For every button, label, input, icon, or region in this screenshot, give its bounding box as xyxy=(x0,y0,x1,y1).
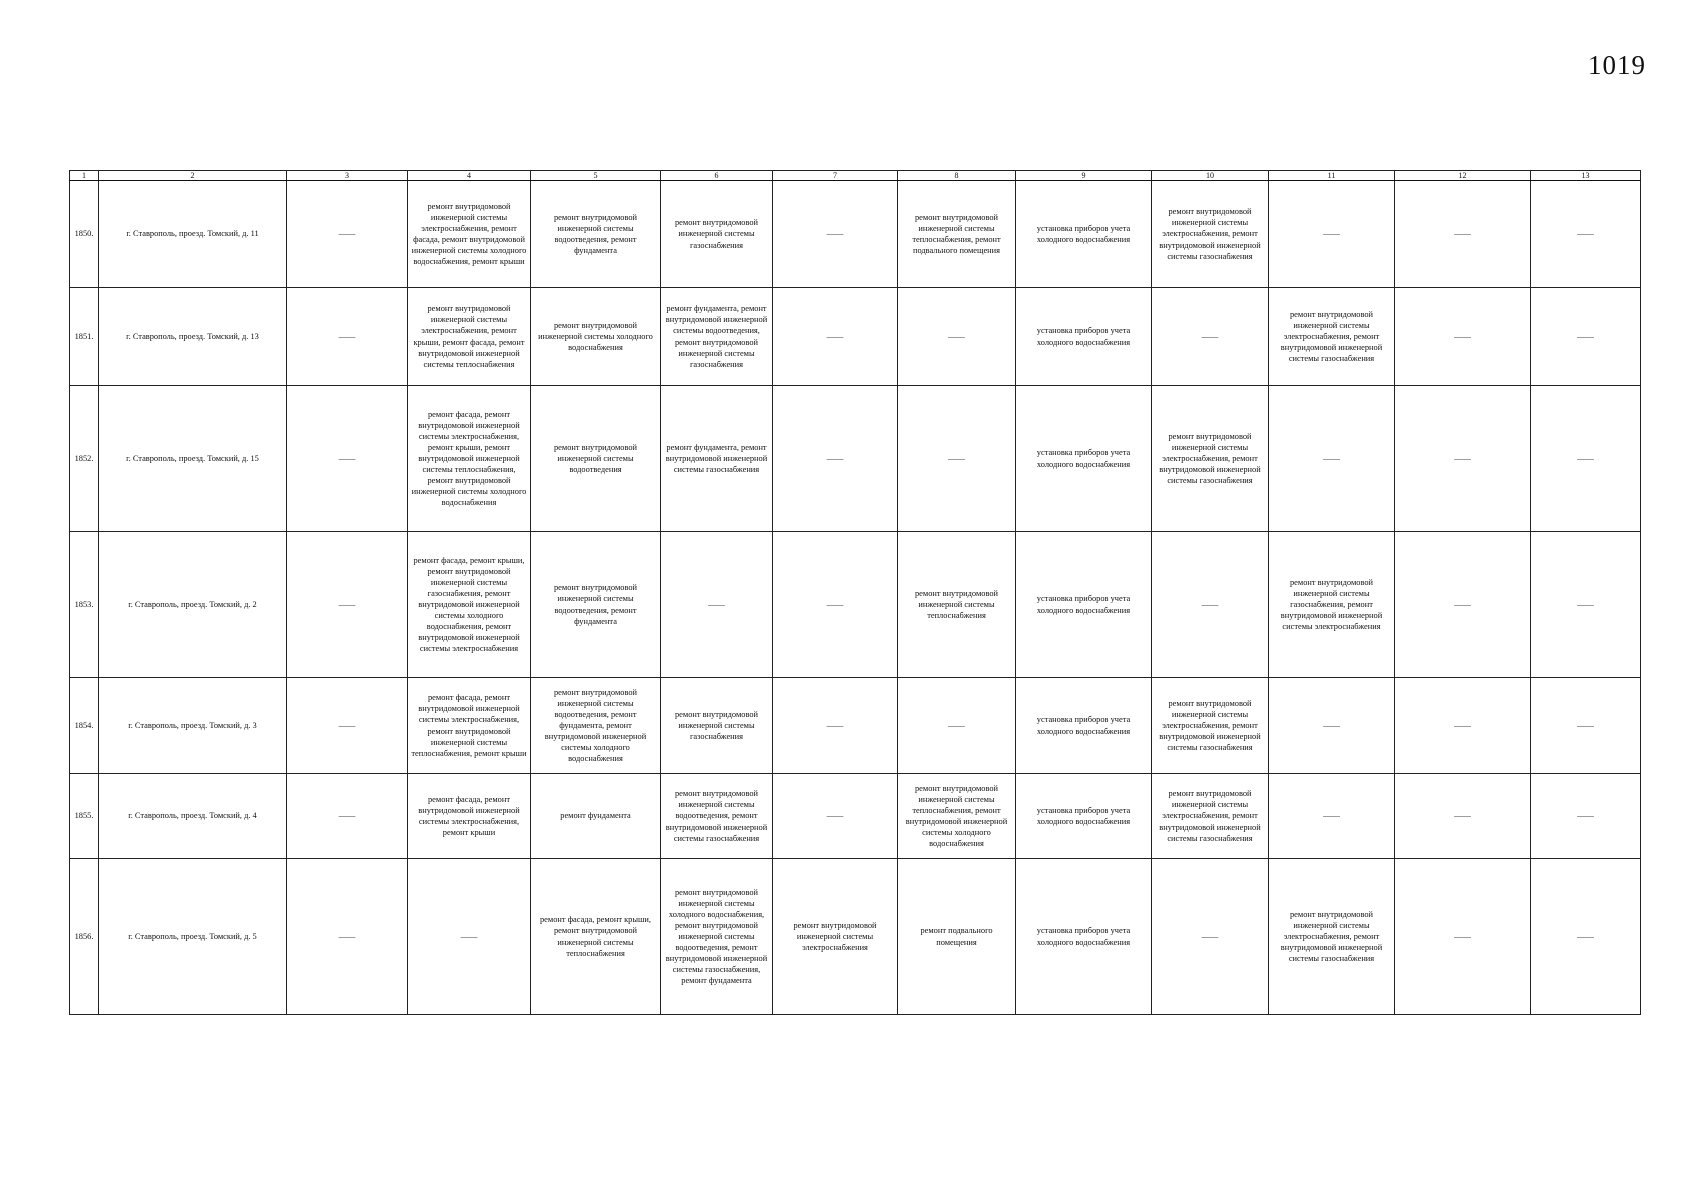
row-number: 1854. xyxy=(70,678,99,774)
address-cell: г. Ставрополь, проезд. Томский, д. 3 xyxy=(99,678,287,774)
table-row xyxy=(70,678,1641,774)
empty-dash: —— xyxy=(1531,181,1641,288)
work-cell: ремонт подвального помещения xyxy=(898,859,1016,1015)
work-cell: установка приборов учета холодного водоснабжения xyxy=(1016,859,1152,1015)
empty-dash: —— xyxy=(287,532,408,678)
empty-dash: —— xyxy=(1269,678,1395,774)
empty-dash: —— xyxy=(287,678,408,774)
work-cell: ремонт фасада, ремонт крыши, ремонт внутридомовой инженерной системы теплоснабжения xyxy=(531,859,661,1015)
address-cell: г. Ставрополь, проезд. Томский, д. 2 xyxy=(99,532,287,678)
row-number: 1852. xyxy=(70,386,99,532)
empty-dash: —— xyxy=(773,774,898,859)
empty-dash: —— xyxy=(1269,774,1395,859)
empty-dash: —— xyxy=(1395,386,1531,532)
work-cell: ремонт внутридомовой инженерной системы газоснабжения xyxy=(661,181,773,288)
empty-dash: —— xyxy=(287,386,408,532)
empty-dash: —— xyxy=(1395,532,1531,678)
work-cell: ремонт внутридомовой инженерной системы электроснабжения, ремонт фасада, ремонт внутридомовой инженерной системы холодного водоснабжения, ремонт крыши xyxy=(408,181,531,288)
work-cell: ремонт внутридомовой инженерной системы водоотведения xyxy=(531,386,661,532)
empty-dash: —— xyxy=(1395,678,1531,774)
empty-dash: —— xyxy=(1269,181,1395,288)
empty-dash: —— xyxy=(1269,386,1395,532)
work-cell: ремонт внутридомовой инженерной системы электроснабжения, ремонт внутридомовой инженерной системы газоснабжения xyxy=(1269,859,1395,1015)
column-header: 1 xyxy=(70,171,99,181)
repair-plan-table xyxy=(69,170,1641,1015)
work-cell: ремонт внутридомовой инженерной системы теплоснабжения, ремонт внутридомовой инженерной системы холодного водоснабжения xyxy=(898,774,1016,859)
empty-dash: —— xyxy=(1531,532,1641,678)
empty-dash: —— xyxy=(408,859,531,1015)
work-cell: ремонт внутридомовой инженерной системы электроснабжения, ремонт крыши, ремонт фасада, ремонт внутридомовой инженерной системы теплоснабжения xyxy=(408,288,531,386)
address-cell: г. Ставрополь, проезд. Томский, д. 15 xyxy=(99,386,287,532)
empty-dash: —— xyxy=(661,532,773,678)
column-header: 7 xyxy=(773,171,898,181)
row-number: 1850. xyxy=(70,181,99,288)
work-cell: ремонт внутридомовой инженерной системы водоотведения, ремонт фундамента xyxy=(531,532,661,678)
empty-dash: —— xyxy=(1531,386,1641,532)
empty-dash: —— xyxy=(773,678,898,774)
column-header: 5 xyxy=(531,171,661,181)
empty-dash: —— xyxy=(287,181,408,288)
work-cell: ремонт фундамента, ремонт внутридомовой инженерной системы газоснабжения xyxy=(661,386,773,532)
work-cell: ремонт фасада, ремонт внутридомовой инженерной системы электроснабжения, ремонт крыши, ремонт внутридомовой инженерной системы теплоснабжения, ремонт внутридомовой инженерной системы холодного водоснабжения xyxy=(408,386,531,532)
work-cell: ремонт внутридомовой инженерной системы газоснабжения xyxy=(661,678,773,774)
empty-dash: —— xyxy=(773,288,898,386)
work-cell: ремонт внутридомовой инженерной системы водоотведения, ремонт внутридомовой инженерной системы газоснабжения xyxy=(661,774,773,859)
column-header: 3 xyxy=(287,171,408,181)
page-number: 1019 xyxy=(1588,50,1646,80)
table-row xyxy=(70,532,1641,678)
row-number: 1855. xyxy=(70,774,99,859)
column-header: 9 xyxy=(1016,171,1152,181)
work-cell: ремонт внутридомовой инженерной системы теплоснабжения, ремонт подвального помещения xyxy=(898,181,1016,288)
work-cell: ремонт внутридомовой инженерной системы электроснабжения, ремонт внутридомовой инженерной системы газоснабжения xyxy=(1152,181,1269,288)
empty-dash: —— xyxy=(773,386,898,532)
empty-dash: —— xyxy=(1395,774,1531,859)
work-cell: установка приборов учета холодного водоснабжения xyxy=(1016,386,1152,532)
column-header: 12 xyxy=(1395,171,1531,181)
work-cell: ремонт фасада, ремонт внутридомовой инженерной системы электроснабжения, ремонт внутридомовой инженерной системы теплоснабжения, ремонт крыши xyxy=(408,678,531,774)
column-header: 8 xyxy=(898,171,1016,181)
empty-dash: —— xyxy=(287,288,408,386)
empty-dash: —— xyxy=(1395,288,1531,386)
work-cell: ремонт фундамента, ремонт внутридомовой инженерной системы водоотведения, ремонт внутридомовой инженерной системы газоснабжения xyxy=(661,288,773,386)
column-header: 10 xyxy=(1152,171,1269,181)
repair-plan-table-container xyxy=(69,170,1641,1015)
work-cell: ремонт фасада, ремонт внутридомовой инженерной системы электроснабжения, ремонт крыши xyxy=(408,774,531,859)
address-cell: г. Ставрополь, проезд. Томский, д. 11 xyxy=(99,181,287,288)
column-number-row xyxy=(70,171,1641,181)
work-cell: ремонт внутридомовой инженерной системы газоснабжения, ремонт внутридомовой инженерной системы электроснабжения xyxy=(1269,532,1395,678)
row-number: 1851. xyxy=(70,288,99,386)
empty-dash: —— xyxy=(1395,181,1531,288)
column-header: 13 xyxy=(1531,171,1641,181)
column-header: 11 xyxy=(1269,171,1395,181)
empty-dash: —— xyxy=(898,678,1016,774)
address-cell: г. Ставрополь, проезд. Томский, д. 5 xyxy=(99,859,287,1015)
column-header: 2 xyxy=(99,171,287,181)
table-row xyxy=(70,386,1641,532)
work-cell: ремонт фундамента xyxy=(531,774,661,859)
empty-dash: —— xyxy=(1531,678,1641,774)
work-cell: ремонт внутридомовой инженерной системы водоотведения, ремонт фундамента, ремонт внутридомовой инженерной системы холодного водоснабжения xyxy=(531,678,661,774)
empty-dash: —— xyxy=(1531,774,1641,859)
empty-dash: —— xyxy=(898,386,1016,532)
work-cell: ремонт внутридомовой инженерной системы электроснабжения, ремонт внутридомовой инженерной системы газоснабжения xyxy=(1152,774,1269,859)
empty-dash: —— xyxy=(1395,859,1531,1015)
address-cell: г. Ставрополь, проезд. Томский, д. 13 xyxy=(99,288,287,386)
work-cell: установка приборов учета холодного водоснабжения xyxy=(1016,678,1152,774)
empty-dash: —— xyxy=(287,859,408,1015)
column-header: 4 xyxy=(408,171,531,181)
work-cell: ремонт внутридомовой инженерной системы холодного водоснабжения xyxy=(531,288,661,386)
table-row xyxy=(70,288,1641,386)
work-cell: ремонт фасада, ремонт крыши, ремонт внутридомовой инженерной системы газоснабжения, ремонт внутридомовой инженерной системы холодного водоснабжения, ремонт внутридомовой инженерной системы электроснабжения xyxy=(408,532,531,678)
work-cell: установка приборов учета холодного водоснабжения xyxy=(1016,532,1152,678)
work-cell: ремонт внутридомовой инженерной системы холодного водоснабжения, ремонт внутридомовой инженерной системы водоотведения, ремонт внутридомовой инженерной системы газоснабжения, ремонт фундамента xyxy=(661,859,773,1015)
empty-dash: —— xyxy=(1531,288,1641,386)
work-cell: установка приборов учета холодного водоснабжения xyxy=(1016,181,1152,288)
empty-dash: —— xyxy=(1152,859,1269,1015)
work-cell: установка приборов учета холодного водоснабжения xyxy=(1016,288,1152,386)
empty-dash: —— xyxy=(773,181,898,288)
work-cell: ремонт внутридомовой инженерной системы электроснабжения, ремонт внутридомовой инженерной системы газоснабжения xyxy=(1152,678,1269,774)
table-row xyxy=(70,181,1641,288)
empty-dash: —— xyxy=(1531,859,1641,1015)
empty-dash: —— xyxy=(898,288,1016,386)
empty-dash: —— xyxy=(773,532,898,678)
work-cell: ремонт внутридомовой инженерной системы электроснабжения, ремонт внутридомовой инженерной системы газоснабжения xyxy=(1269,288,1395,386)
row-number: 1856. xyxy=(70,859,99,1015)
work-cell: ремонт внутридомовой инженерной системы электроснабжения xyxy=(773,859,898,1015)
table-row xyxy=(70,859,1641,1015)
column-header: 6 xyxy=(661,171,773,181)
work-cell: установка приборов учета холодного водоснабжения xyxy=(1016,774,1152,859)
work-cell: ремонт внутридомовой инженерной системы теплоснабжения xyxy=(898,532,1016,678)
empty-dash: —— xyxy=(1152,532,1269,678)
table-row xyxy=(70,774,1641,859)
empty-dash: —— xyxy=(287,774,408,859)
empty-dash: —— xyxy=(1152,288,1269,386)
row-number: 1853. xyxy=(70,532,99,678)
address-cell: г. Ставрополь, проезд. Томский, д. 4 xyxy=(99,774,287,859)
work-cell: ремонт внутридомовой инженерной системы водоотведения, ремонт фундамента xyxy=(531,181,661,288)
work-cell: ремонт внутридомовой инженерной системы электроснабжения, ремонт внутридомовой инженерной системы газоснабжения xyxy=(1152,386,1269,532)
